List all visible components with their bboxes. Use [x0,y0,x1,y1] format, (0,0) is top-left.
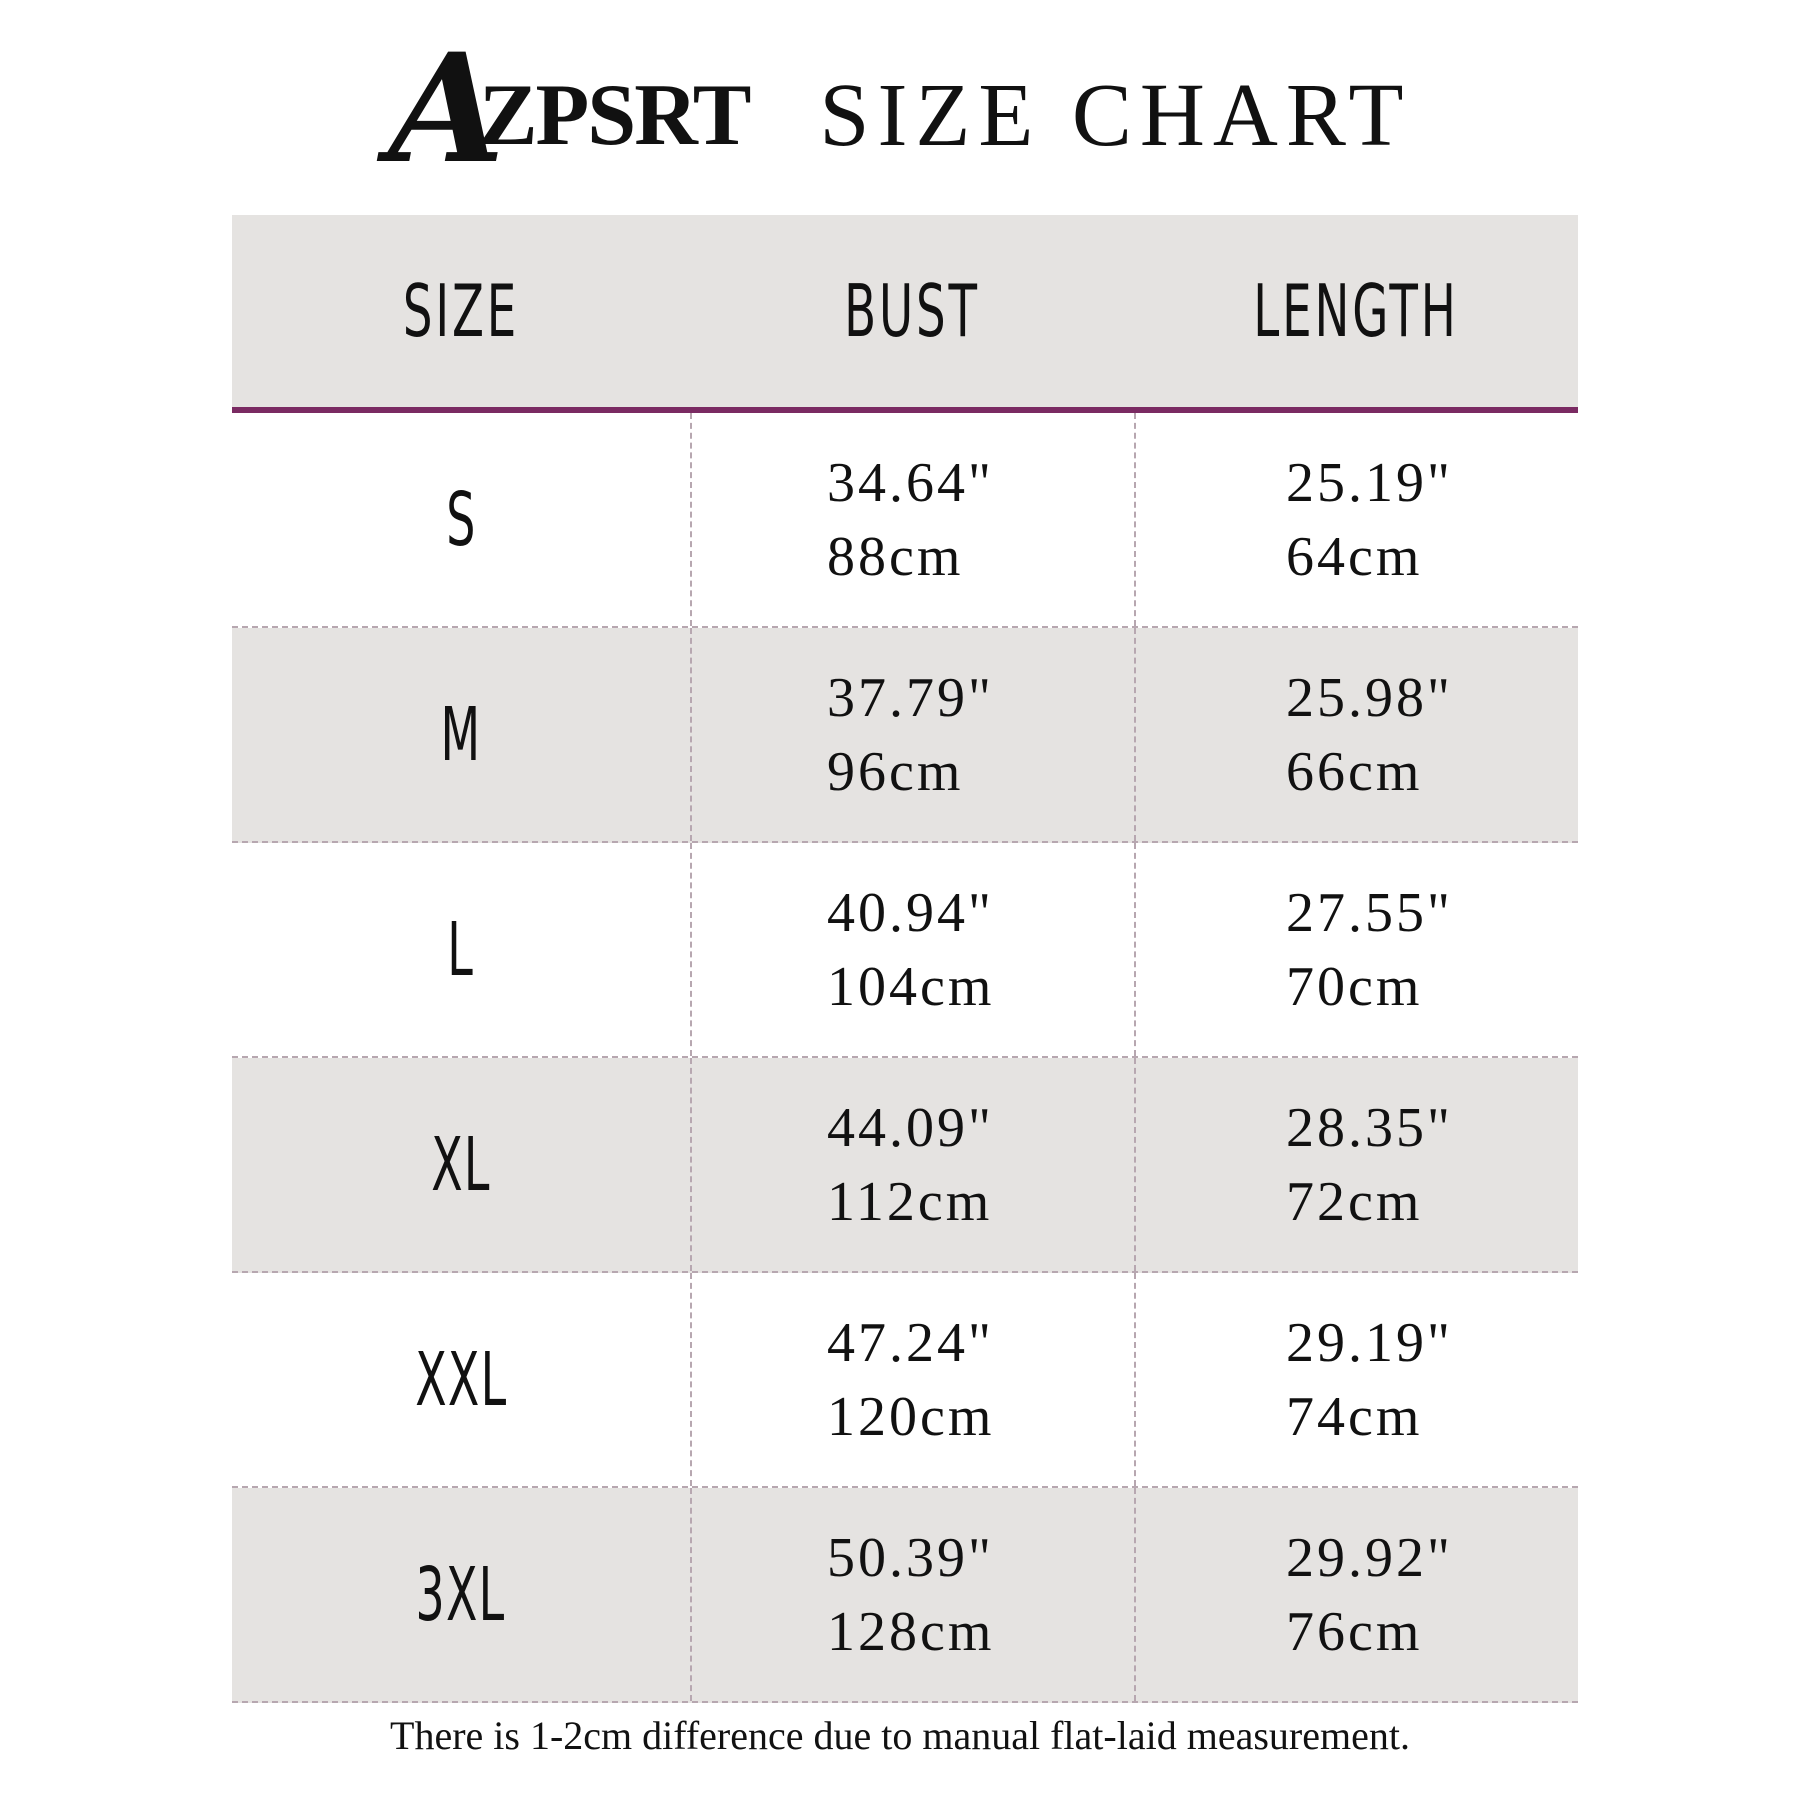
length-inches: 28.35" [1286,1096,1453,1159]
size-cell: XL [431,1121,491,1208]
brand-logo-rest: ZPSRT [478,66,750,164]
length-cm: 76cm [1286,1600,1423,1663]
length-cm: 70cm [1286,955,1423,1018]
size-cell: S [445,476,477,563]
table-row [232,1058,1578,1273]
length-inches: 29.92" [1286,1526,1453,1589]
bust-inches: 34.64" [827,451,994,514]
header-length: LENGTH [1253,269,1459,353]
length-cm: 64cm [1286,525,1423,588]
length-cell [1134,843,1578,1056]
brand-logo [388,21,750,203]
table-row [232,628,1578,843]
size-cell: 3XL [416,1551,506,1638]
length-cm: 72cm [1286,1170,1423,1233]
bust-inches: 47.24" [827,1311,994,1374]
measurement-note: There is 1-2cm difference due to manual flat-laid measurement. [390,1713,1410,1758]
bust-cell [690,1273,1134,1486]
length-inches: 29.19" [1286,1311,1453,1374]
bust-cm: 112cm [827,1170,993,1233]
size-table [232,215,1578,1703]
length-cell [1134,1273,1578,1486]
bust-cell [690,843,1134,1056]
bust-cm: 96cm [827,740,964,803]
length-cell [1134,413,1578,626]
bust-cell [690,1058,1134,1271]
length-cell [1134,628,1578,841]
table-header [232,215,1578,413]
bust-cm: 120cm [827,1385,995,1448]
length-cm: 74cm [1286,1385,1423,1448]
bust-cm: 88cm [827,525,964,588]
bust-inches: 37.79" [827,666,994,729]
size-cell: L [447,906,475,993]
bust-cm: 104cm [827,955,995,1018]
length-cell [1134,1488,1578,1701]
length-inches: 27.55" [1286,881,1453,944]
header-bust: BUST [844,269,980,353]
bust-inches: 40.94" [827,881,994,944]
length-inches: 25.19" [1286,451,1453,514]
bust-cm: 128cm [827,1600,995,1663]
length-cell [1134,1058,1578,1271]
bust-cell [690,1488,1134,1701]
size-chart-title [0,21,1800,197]
table-row [232,1273,1578,1488]
page-title: SIZE CHART [819,65,1412,165]
brand-logo-initial: A [388,21,503,197]
length-cm: 66cm [1286,740,1423,803]
bust-inches: 50.39" [827,1526,994,1589]
table-row [232,1488,1578,1703]
size-cell: M [440,691,482,778]
length-inches: 25.98" [1286,666,1453,729]
header-size: SIZE [402,269,520,353]
bust-cell [690,628,1134,841]
table-row [232,413,1578,628]
bust-inches: 44.09" [827,1096,994,1159]
table-row [232,843,1578,1058]
bust-cell [690,413,1134,626]
size-cell: XXL [414,1336,508,1423]
